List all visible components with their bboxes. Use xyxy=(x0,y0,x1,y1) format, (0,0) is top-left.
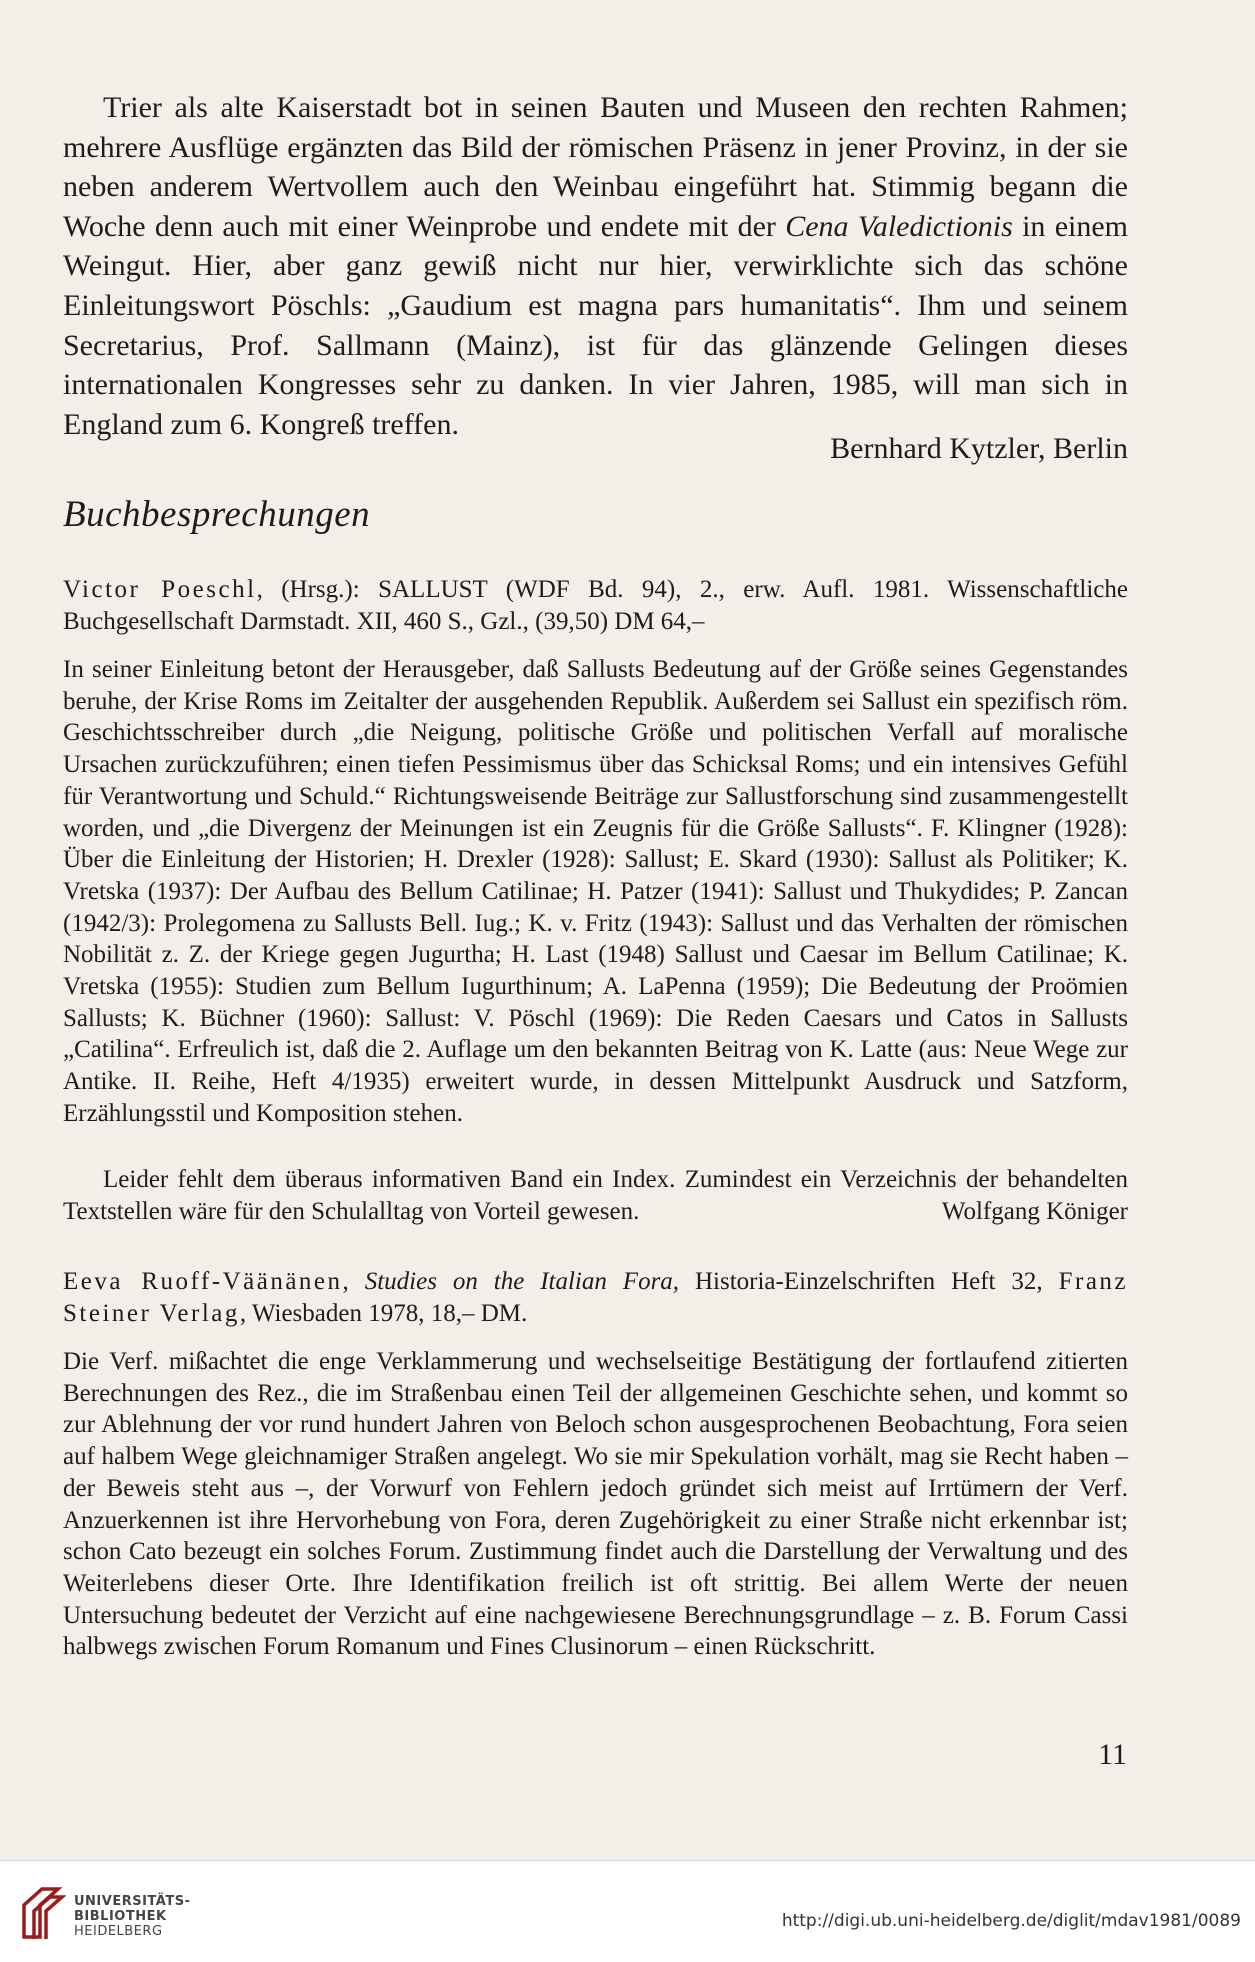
page-number: 11 xyxy=(1098,1738,1127,1771)
review-2-title: Studies on the Italian Fora, xyxy=(364,1268,680,1295)
library-name-line-1: UNIVERSITÄTS- xyxy=(74,1894,191,1909)
review-1-conclusion xyxy=(63,1164,1128,1227)
library-name-line-3: HEIDELBERG xyxy=(74,1924,163,1939)
review-1-body: In seiner Einleitung betont der Herausgeber, daß Sallusts Bedeutung auf der Größe seines Gegenstandes beruhe, der Krise Roms im Zeitalter der ausgehenden Republik. Außerdem sei Sallust ein spezifisch röm. Geschichtsschreiber durch „die Neigung, politische Größe und politischen Verfall auf moralische Ursachen zurückzuführen; einen tiefen Pessimismus über das Schicksal Roms; und ein intensives Gefühl für Verantwortung und Schuld.“ Richtungsweisende Beiträge zur Sallustforschung sind zusammengestellt worden, und „die Divergenz der Meinungen ist ein Zeugnis für die Größe Sallusts“. F. Klingner (1928): Über die Einleitung der Historien; H. Drexler (1928): Sallust; E. Skard (1930): Sallust als Politiker; K. Vretska (1937): Der Aufbau des Bellum Catilinae; H. Patzer (1941): Sallust und Thukydides; P. Zancan (1942/3): Prolegomena zu Sallusts Bell. Iug.; K. v. Fritz (1943): Sallust und das Verhalten der römischen Nobilität z. Z. der Kriege gegen Jugurtha; H. Last (1948) Sallust und Caesar im Bellum Catilinae; K. Vretska (1955): Studien zum Bellum Iugurthinum; A. LaPenna (1959); Die Bedeutung der Proömien Sallusts; K. Büchner (1960): Sallust: V. Pöschl (1969): Die Reden Caesars und Catos in Sallusts „Catilina“. Erfreulich ist, daß die 2. Auflage um den bekannten Beitrag von K. Latte (aus: Neue Wege zur Antike. II. Reihe, Heft 4/1935) erweitert wurde, in dessen Mittelpunkt Ausdruck und Satzform, Erzählungsstil und Komposition stehen. xyxy=(63,656,1128,1127)
source-url-link[interactable]: http://digi.ub.uni-heidelberg.de/diglit/mdav1981/0089 xyxy=(781,1911,1241,1931)
library-name xyxy=(74,1894,190,1939)
section-heading: Buchbesprechungen xyxy=(63,494,371,535)
review-1-editor: Victor Poeschl xyxy=(63,576,257,603)
intro-text-1: Trier als alte Kaiserstadt bot in seinen Bauten und Museen den rechten Rahmen; mehrere Ausflüge ergänzten das Bild der römischen Präsenz in jener Provinz, in der sie neben anderem Wertvollem auch den Weinbau eingeführt hat. Stimmig begann die Woche denn auch mit einer Weinprobe und endete mit der xyxy=(63,91,1128,243)
review-2-publisher: Franz Steiner Verlag xyxy=(63,1268,1129,1327)
library-logo-icon xyxy=(16,1881,66,1945)
intro-author: Bernhard Kytzler, Berlin xyxy=(830,432,1128,465)
library-name-line-2: BIBLIOTHEK xyxy=(74,1909,167,1924)
review-1-signature: Wolfgang Königer xyxy=(941,1197,1128,1225)
intro-paragraph xyxy=(63,88,1128,444)
review-1-conclusion-text: Leider fehlt dem überaus informativen Band ein Index. Zumindest ein Verzeichnis der behandelten Textstellen wäre für den Schulalltag von Vorteil gewesen. xyxy=(63,1166,1128,1225)
review-1-citation-text: , (Hrsg.): SALLUST (WDF Bd. 94), 2., erw. Aufl. 1981. Wissenschaftliche Buchgesellschaft Darmstadt. XII, 460 S., Gzl., (39,50) DM 64,– xyxy=(63,576,1128,635)
review-1-citation xyxy=(63,574,1128,638)
review-2-author: Eeva Ruoff-Väänänen xyxy=(63,1268,343,1295)
intro-text-2: in einem Weingut. Hier, aber ganz gewiß nicht nur hier, verwirklichte sich das schöne Einleitungswort Pöschls: „Gaudium est magna pars humanitatis“. Ihm und seinem Secretarius, Prof. Sallmann (Mainz), ist für das glänzende Gelingen dieses internationalen Kongresses sehr zu danken. In vier Jahren, 1985, will man sich in England zum 6. Kongreß treffen. xyxy=(63,209,1129,441)
review-2-series: Historia-Einzelschriften Heft 32, xyxy=(679,1268,1043,1295)
footer-bar xyxy=(0,1860,1255,1962)
cena-valedictionis: Cena Valedictionis xyxy=(785,209,1013,243)
review-2-body: Die Verf. mißachtet die enge Verklammerung und wechselseitige Bestätigung der fortlaufend zitierten Berechnungen des Rez., die im Straßenbau einen Teil der allgemeinen Geschichte sehen, und kommt so zur Ablehnung der vor rund hundert Jahren von Beloch schon ausgesprochenen Beobachtung, Fora seien auf halbem Wege gleichnamiger Straßen angelegt. Wo sie mir Spekulation vorhält, mag sie Recht haben – der Beweis steht aus –, der Vorwurf von Fehlern jedoch gründet sich meist auf Irrtümern der Verf. Anzuerkennen ist ihre Hervorhebung von Fora, deren Zugehörigkeit zu einer Straße nicht erkennbar ist; schon Cato bezeugt ein solches Forum. Zustimmung findet auch die Darstellung der Verwaltung und des Weiterlebens dieser Orte. Ihre Identifikation freilich ist oft strittig. Bei allem Werte der neuen Untersuchung bedeutet der Verzicht auf eine nachgewiesene Berechnungsgrundlage – z. B. Forum Cassi halbwegs zwischen Forum Romanum und Fines Clusinorum – einen Rückschritt. xyxy=(63,1348,1128,1661)
review-2-pub-details: , Wiesbaden 1978, 18,– DM. xyxy=(239,1300,528,1327)
review-2-citation: Eeva Ruoff-Väänänen, Studies on the Italian Fora, Historia-Einzelschriften Heft 32, Franz Steiner Verlag, Wiesbaden 1978, 18,– DM. xyxy=(63,1268,1129,1327)
